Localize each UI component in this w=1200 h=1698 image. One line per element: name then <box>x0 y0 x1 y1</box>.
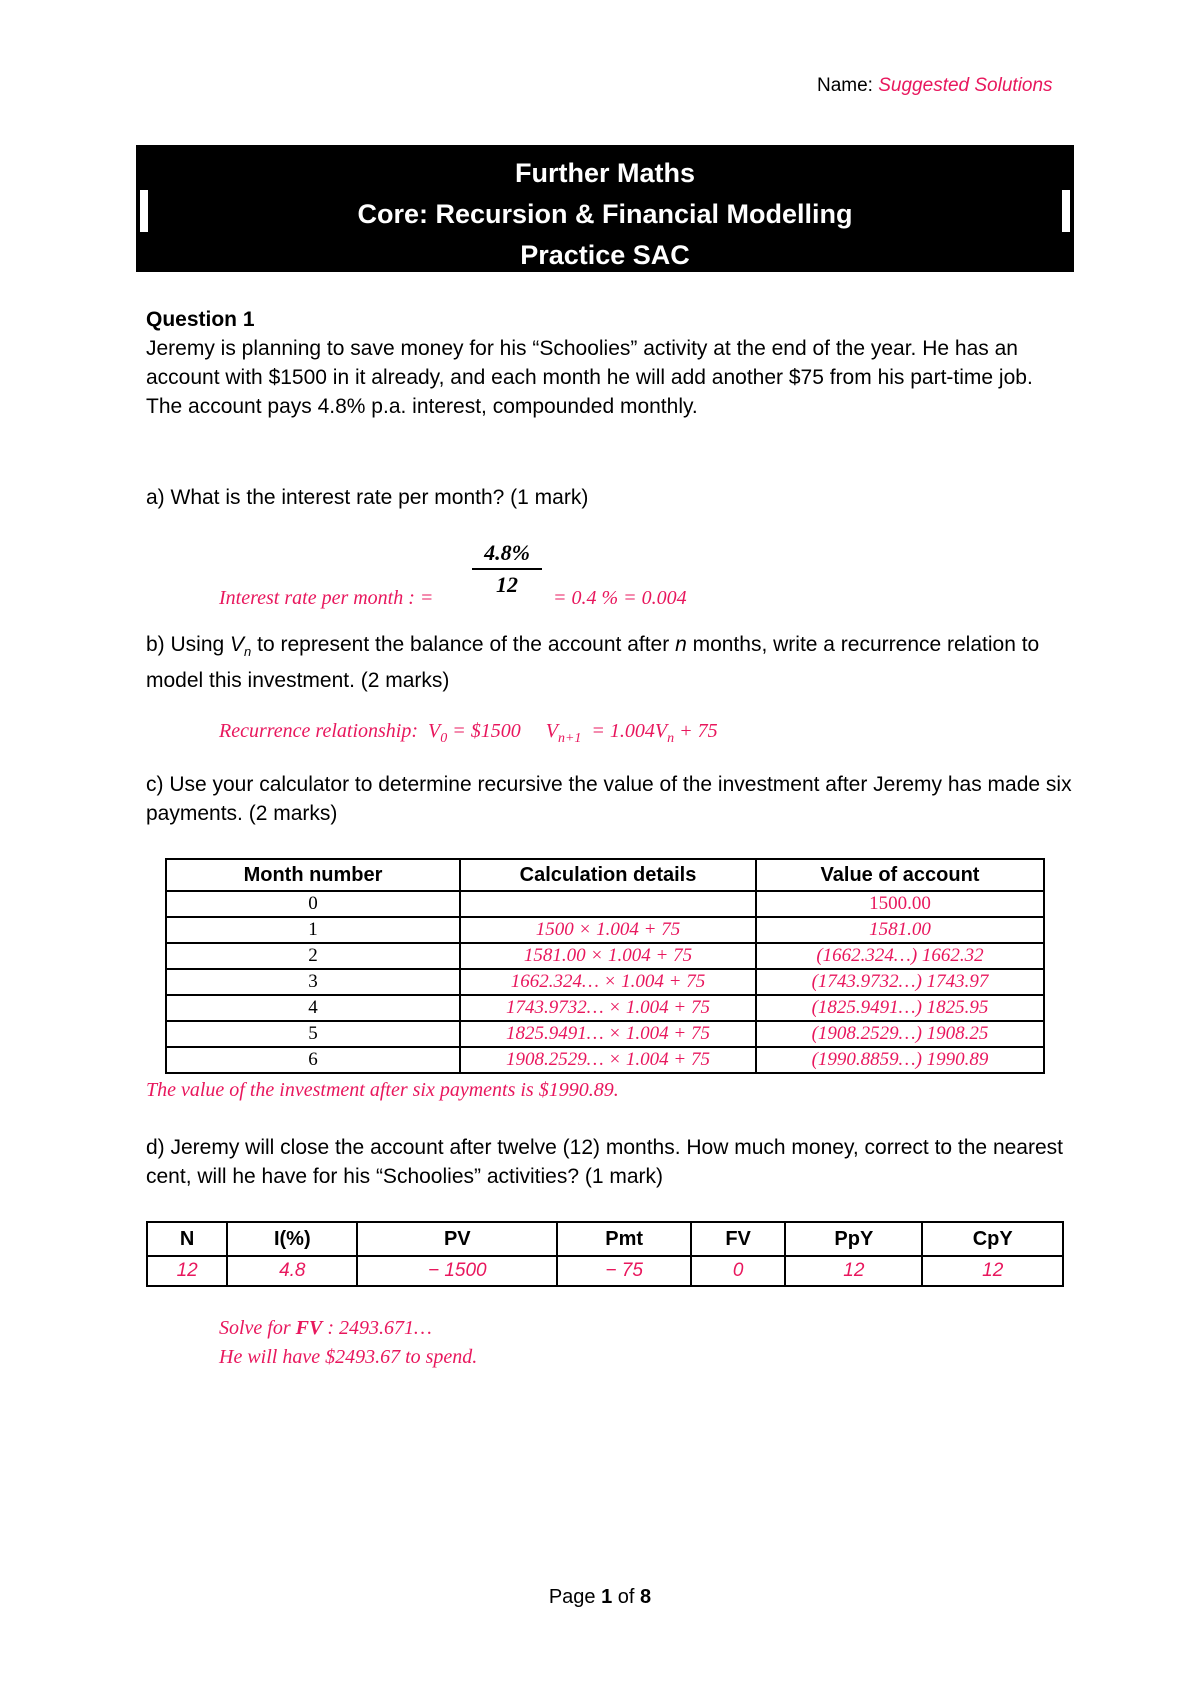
table-cell: 1908.2529… × 1.004 + 75 <box>460 1047 756 1073</box>
table-cell: − 75 <box>557 1256 691 1286</box>
part-a-answer-label: Interest rate per month : = <box>219 587 434 609</box>
solve-pre: Solve for <box>219 1317 296 1339</box>
table-cell <box>460 891 756 917</box>
of-label: of <box>617 1586 635 1608</box>
table-cell: 0 <box>166 891 460 917</box>
question-intro-2: The account pays 4.8% p.a. interest, compounded monthly. <box>146 395 698 418</box>
solve-post: : 2493.671… <box>322 1317 432 1339</box>
v0: V <box>428 720 441 742</box>
part-d-question: d) Jeremy will close the account after twelve (12) months. How much money, correct to the nearest cent, will he have for his “Schoolies” activities? (1 mark) <box>146 1136 1063 1188</box>
part-a-fraction <box>472 540 542 598</box>
table-cell: 2 <box>166 943 460 969</box>
recurrence-eq: = 1.004V <box>591 720 668 742</box>
part-b-text-3: months, write a recurrence relation to model this investment. (2 marks) <box>146 633 1040 693</box>
fraction-denominator: 12 <box>496 572 518 597</box>
tvm-table <box>146 1221 1064 1287</box>
part-b-text-2: to represent the balance of the account after <box>251 633 676 656</box>
name-line <box>817 75 1053 97</box>
recursion-table <box>165 858 1045 1074</box>
final-answer: He will have $2493.67 to spend. <box>219 1346 478 1368</box>
table-header-row <box>147 1222 1063 1256</box>
page-footer <box>0 1586 1200 1609</box>
table-cell: 5 <box>166 1021 460 1047</box>
solve-var: FV <box>295 1317 323 1339</box>
part-c-conclusion: The value of the investment after six payments is $1990.89. <box>146 1079 619 1101</box>
part-b-question <box>146 630 1076 695</box>
col-cpy: CpY <box>922 1222 1063 1256</box>
table-cell: 12 <box>147 1256 227 1286</box>
name-value: Suggested Solutions <box>878 75 1053 96</box>
table-cell: 0 <box>691 1256 785 1286</box>
table-row <box>166 1047 1044 1073</box>
part-a-question: a) What is the interest rate per month? (1 mark) <box>146 486 589 509</box>
col-month-number: Month number <box>166 859 460 891</box>
col-fv: FV <box>691 1222 785 1256</box>
table-cell: − 1500 <box>357 1256 557 1286</box>
table-cell: 12 <box>922 1256 1063 1286</box>
solve-line <box>219 1314 477 1343</box>
title-line-3: Practice SAC <box>520 240 690 270</box>
table-cell: 1500.00 <box>756 891 1044 917</box>
fraction-numerator: 4.8% <box>472 540 542 570</box>
v0-sub: 0 <box>440 731 448 746</box>
v0-value: = $1500 <box>447 720 521 742</box>
title-line-2: Core: Recursion & Financial Modelling <box>357 199 853 229</box>
table-cell: 12 <box>785 1256 922 1286</box>
table-cell: 1662.324… × 1.004 + 75 <box>460 969 756 995</box>
title-bar-left <box>140 190 148 232</box>
table-cell: 1500 × 1.004 + 75 <box>460 917 756 943</box>
table-row <box>166 917 1044 943</box>
title-banner <box>136 145 1074 272</box>
part-d-answer <box>219 1314 477 1372</box>
page-total: 8 <box>640 1586 652 1608</box>
table-cell: 3 <box>166 969 460 995</box>
part-b-answer <box>219 720 718 747</box>
table-cell: 6 <box>166 1047 460 1073</box>
col-pv: PV <box>357 1222 557 1256</box>
table-cell: 1581.00 <box>756 917 1044 943</box>
title-line-1: Further Maths <box>514 158 695 188</box>
question-block <box>146 305 1076 421</box>
question-heading: Question 1 <box>146 308 255 331</box>
table-cell: 1581.00 × 1.004 + 75 <box>460 943 756 969</box>
table-header-row <box>166 859 1044 891</box>
part-c-question: c) Use your calculator to determine recursive the value of the investment after Jeremy has made six payments. (2 marks) <box>146 773 1072 825</box>
table-cell: 4 <box>166 995 460 1021</box>
part-b-n: n <box>675 633 687 656</box>
table-cell: (1662.324…) 1662.32 <box>756 943 1044 969</box>
page-label: Page <box>548 1586 596 1608</box>
table-row <box>166 943 1044 969</box>
table-row <box>147 1256 1063 1286</box>
table-row <box>166 995 1044 1021</box>
table-row <box>166 969 1044 995</box>
col-n: N <box>147 1222 227 1256</box>
name-label: Name: <box>817 75 873 96</box>
part-a-answer-result: = 0.4 % = 0.004 <box>553 587 687 609</box>
table-row <box>166 891 1044 917</box>
question-intro: Jeremy is planning to save money for his “Schoolies” activity at the end of the year. He has an account with $1500 in it already, and each month he will add another $75 from his part-time job. <box>146 337 1033 389</box>
table-cell: 1 <box>166 917 460 943</box>
table-cell: (1825.9491…) 1825.95 <box>756 995 1044 1021</box>
col-pmt: Pmt <box>557 1222 691 1256</box>
table-cell: 1825.9491… × 1.004 + 75 <box>460 1021 756 1047</box>
table-cell: (1908.2529…) 1908.25 <box>756 1021 1044 1047</box>
col-value-of-account: Value of account <box>756 859 1044 891</box>
recurrence-label: Recurrence relationship: <box>219 720 419 742</box>
part-b-var: V <box>230 633 245 656</box>
col-ppy: PpY <box>785 1222 922 1256</box>
title-bar-right <box>1062 190 1070 232</box>
part-b-text-1: b) Using <box>146 633 231 656</box>
recurrence-tail: + 75 <box>674 720 718 742</box>
table-cell: 1743.9732… × 1.004 + 75 <box>460 995 756 1021</box>
table-cell: (1743.9732…) 1743.97 <box>756 969 1044 995</box>
vn1: V <box>545 720 558 742</box>
part-b-var-sub: n <box>244 644 252 660</box>
page-number: 1 <box>601 1586 613 1608</box>
vn-sub: n <box>667 731 675 746</box>
table-cell: 4.8 <box>227 1256 357 1286</box>
col-calculation-details: Calculation details <box>460 859 756 891</box>
table-row <box>166 1021 1044 1047</box>
table-cell: (1990.8859…) 1990.89 <box>756 1047 1044 1073</box>
vn1-sub: n+1 <box>557 731 582 746</box>
col-i: I(%) <box>227 1222 357 1256</box>
